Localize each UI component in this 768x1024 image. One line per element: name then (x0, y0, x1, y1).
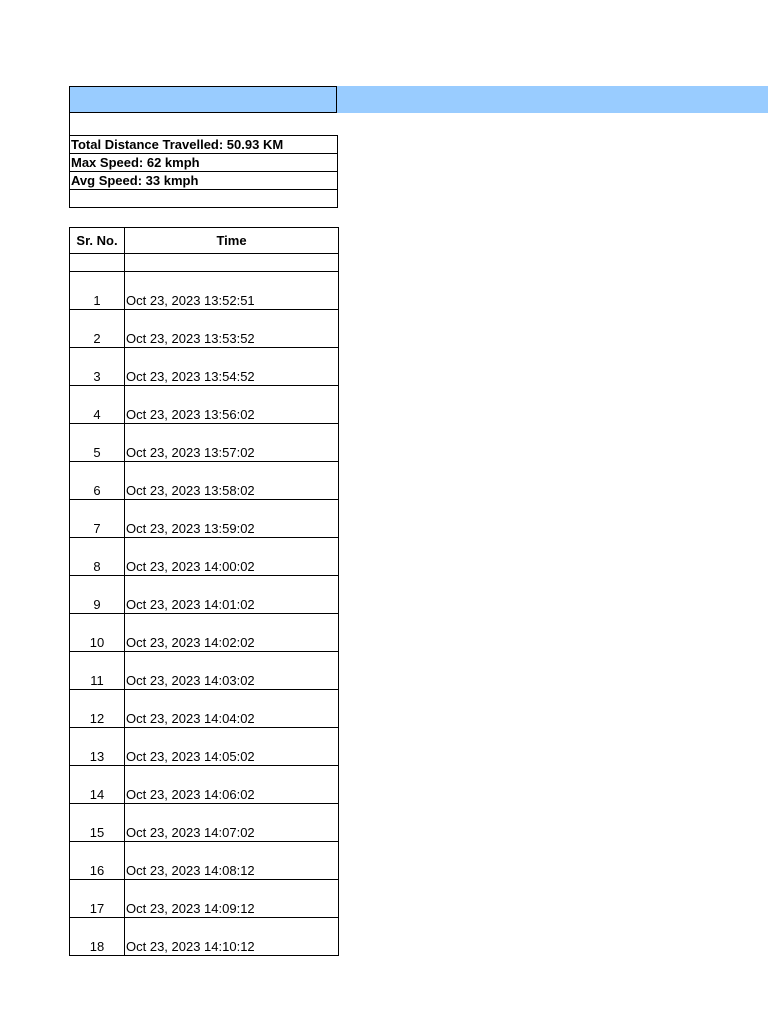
time-cell: Oct 23, 2023 14:07:02 (125, 804, 339, 842)
sr-no-cell: 8 (70, 538, 125, 576)
spacer-cell (125, 254, 339, 272)
time-cell: Oct 23, 2023 13:57:02 (125, 424, 339, 462)
summary-blank-cell (70, 190, 338, 208)
sr-no-cell: 11 (70, 652, 125, 690)
summary-row-distance (70, 136, 338, 154)
total-distance: Total Distance Travelled: 50.93 KM (70, 136, 338, 154)
title-banner (69, 86, 337, 113)
table-body (70, 254, 339, 956)
sr-no-cell: 13 (70, 728, 125, 766)
time-cell: Oct 23, 2023 14:03:02 (125, 652, 339, 690)
sr-no-cell: 14 (70, 766, 125, 804)
table-row (70, 690, 339, 728)
time-log-table (69, 227, 339, 956)
sr-no-cell: 6 (70, 462, 125, 500)
sr-no-cell: 17 (70, 880, 125, 918)
sr-no-cell: 2 (70, 310, 125, 348)
sr-no-cell: 7 (70, 500, 125, 538)
time-cell: Oct 23, 2023 14:06:02 (125, 766, 339, 804)
table-row (70, 538, 339, 576)
table-row (70, 918, 339, 956)
time-cell: Oct 23, 2023 13:58:02 (125, 462, 339, 500)
table-row (70, 614, 339, 652)
table-row (70, 766, 339, 804)
title-banner-extension (337, 86, 768, 113)
sr-no-cell: 12 (70, 690, 125, 728)
sr-no-cell: 5 (70, 424, 125, 462)
spacer-cell (70, 254, 125, 272)
time-cell: Oct 23, 2023 13:52:51 (125, 272, 339, 310)
time-cell: Oct 23, 2023 13:54:52 (125, 348, 339, 386)
header-sr-no: Sr. No. (70, 228, 125, 254)
time-cell: Oct 23, 2023 14:01:02 (125, 576, 339, 614)
sr-no-cell: 9 (70, 576, 125, 614)
header-row (70, 228, 339, 254)
summary-table (69, 135, 338, 208)
table-row (70, 842, 339, 880)
time-cell: Oct 23, 2023 14:00:02 (125, 538, 339, 576)
banner-gap (69, 113, 338, 135)
table-row (70, 500, 339, 538)
time-cell: Oct 23, 2023 14:04:02 (125, 690, 339, 728)
max-speed: Max Speed: 62 kmph (70, 154, 338, 172)
table-row (70, 348, 339, 386)
table-row (70, 728, 339, 766)
table-row (70, 272, 339, 310)
time-cell: Oct 23, 2023 13:56:02 (125, 386, 339, 424)
table-row (70, 310, 339, 348)
table-row (70, 386, 339, 424)
table-row (70, 652, 339, 690)
time-cell: Oct 23, 2023 14:10:12 (125, 918, 339, 956)
avg-speed: Avg Speed: 33 kmph (70, 172, 338, 190)
header-time: Time (125, 228, 339, 254)
sr-no-cell: 1 (70, 272, 125, 310)
sr-no-cell: 10 (70, 614, 125, 652)
summary-row-blank (70, 190, 338, 208)
sr-no-cell: 15 (70, 804, 125, 842)
table-row (70, 576, 339, 614)
table-row (70, 462, 339, 500)
time-cell: Oct 23, 2023 14:09:12 (125, 880, 339, 918)
time-cell: Oct 23, 2023 13:53:52 (125, 310, 339, 348)
sr-no-cell: 16 (70, 842, 125, 880)
table-row (70, 804, 339, 842)
table-row (70, 880, 339, 918)
summary-row-avg-speed (70, 172, 338, 190)
table-row (70, 424, 339, 462)
sr-no-cell: 18 (70, 918, 125, 956)
time-cell: Oct 23, 2023 14:02:02 (125, 614, 339, 652)
sr-no-cell: 4 (70, 386, 125, 424)
summary-row-max-speed (70, 154, 338, 172)
time-cell: Oct 23, 2023 14:05:02 (125, 728, 339, 766)
sr-no-cell: 3 (70, 348, 125, 386)
time-cell: Oct 23, 2023 14:08:12 (125, 842, 339, 880)
spacer-row (70, 254, 339, 272)
time-cell: Oct 23, 2023 13:59:02 (125, 500, 339, 538)
